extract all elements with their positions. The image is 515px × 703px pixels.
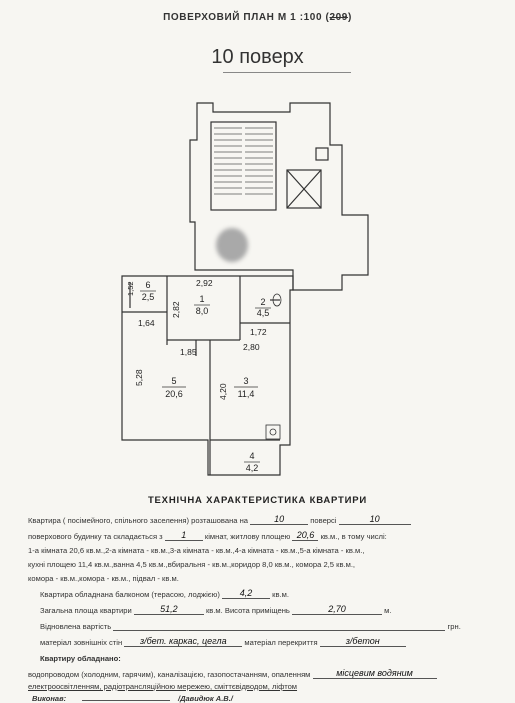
dim-528: 5,28: [134, 369, 144, 386]
title-end: ): [347, 12, 352, 23]
redacted-stamp: [216, 228, 248, 262]
dim-420: 4,20: [218, 383, 228, 400]
spec-row-electric: електроосвітленням, радіотрансляційною мережею, сміттєвідводом, ліфтом: [28, 682, 298, 691]
spec-row-materials: матеріал зовнішніх стін з/бет. каркас, цегла матеріал перекриття з/бетон: [40, 636, 406, 647]
equipment-title: Квартиру обладнано:: [40, 654, 121, 663]
plan-outline: [122, 103, 368, 475]
heating-value: місцевим водяним: [313, 668, 437, 679]
room-area: 4,2: [245, 463, 259, 473]
spec-row-balcony: Квартира обладнана балконом (терасою, лоджією) 4,2 кв.м.: [40, 588, 289, 599]
dim-292: 2,92: [196, 278, 213, 288]
signed-name: /Давидюк А.В./: [178, 694, 233, 703]
dim-172: 1,72: [250, 327, 267, 337]
spec-row-kitchen: кухні площею 11,4 кв.м.,ванна 4,5 кв.м.,вбиральня - кв.м.,коридор 8,0 кв.м., комора 2,5 кв.м.,: [28, 560, 356, 569]
spec-row-floor: Квартира ( посімейного, спільного заселення) розташована на 10 поверсі 10: [28, 514, 411, 525]
height-value: 2,70: [292, 604, 382, 615]
room-area: 11,4: [237, 389, 255, 399]
dim-152: 1,52: [126, 281, 135, 296]
walls-material-value: з/бет. каркас, цегла: [124, 636, 242, 647]
stairs: [214, 128, 273, 194]
spec-row-total-area: Загальна площа квартири 51,2 кв.м. Висота приміщень 2,70 м.: [40, 604, 392, 615]
floor-value: 10: [250, 514, 308, 525]
dim-280: 2,80: [243, 342, 260, 352]
ceiling-material-value: з/бетон: [320, 636, 406, 647]
rooms-value: 1: [165, 530, 203, 541]
room-area: 20,6: [165, 389, 183, 399]
room-number: 4: [249, 451, 255, 461]
living-area-value: 20,6: [292, 530, 318, 541]
spec-row-cost: Відновлена вартість грн.: [40, 622, 461, 631]
title-text: ПОВЕРХОВИЙ ПЛАН М 1 :100 (: [163, 12, 330, 23]
signature-line: [82, 700, 170, 701]
spec-row-rooms: поверхового будинку та складається з 1 кімнат, житлову площею 20,6 кв.м., в тому числі:: [28, 530, 387, 541]
room-number: 3: [243, 376, 249, 386]
dim-185: 1,85: [180, 347, 197, 357]
room-labels: [140, 280, 271, 473]
floor-label: 10 поверх: [211, 46, 304, 68]
spec-row-utilities: водопроводом (холодним, гарячим), каналізацією, газопостачанням, опаленням місцевим водяним: [28, 668, 437, 679]
room-area: 8,0: [195, 306, 209, 316]
room-area: 4,5: [256, 308, 270, 318]
cost-value: [113, 620, 445, 631]
spec-title: ТЕХНІЧНА ХАРАКТЕРИСТИКА КВАРТИРИ: [147, 495, 368, 506]
balcony-value: 4,2: [222, 588, 270, 599]
total-area-value: 51,2: [134, 604, 204, 615]
signed-label: Виконав:: [32, 694, 67, 703]
room-number: 1: [199, 294, 205, 304]
dim-164: 1,64: [138, 318, 155, 328]
dim-282: 2,82: [171, 301, 181, 318]
room-area: 2,5: [141, 292, 155, 302]
total-floors-value: 10: [339, 514, 411, 525]
spec-row-storage: комора - кв.м.,комора - кв.м., підвал - кв.м.: [28, 574, 179, 583]
spec-row-room-areas: 1-а кімната 20,6 кв.м.,2-а кімната - кв.м.,3-а кімната - кв.м.,4-а кімната - кв.м.,5-а кімната - кв.м.,: [28, 546, 365, 555]
room-number: 5: [171, 376, 177, 386]
title-struck-number: 209: [329, 12, 348, 23]
room-number: 2: [260, 297, 266, 307]
room-number: 6: [145, 280, 151, 290]
